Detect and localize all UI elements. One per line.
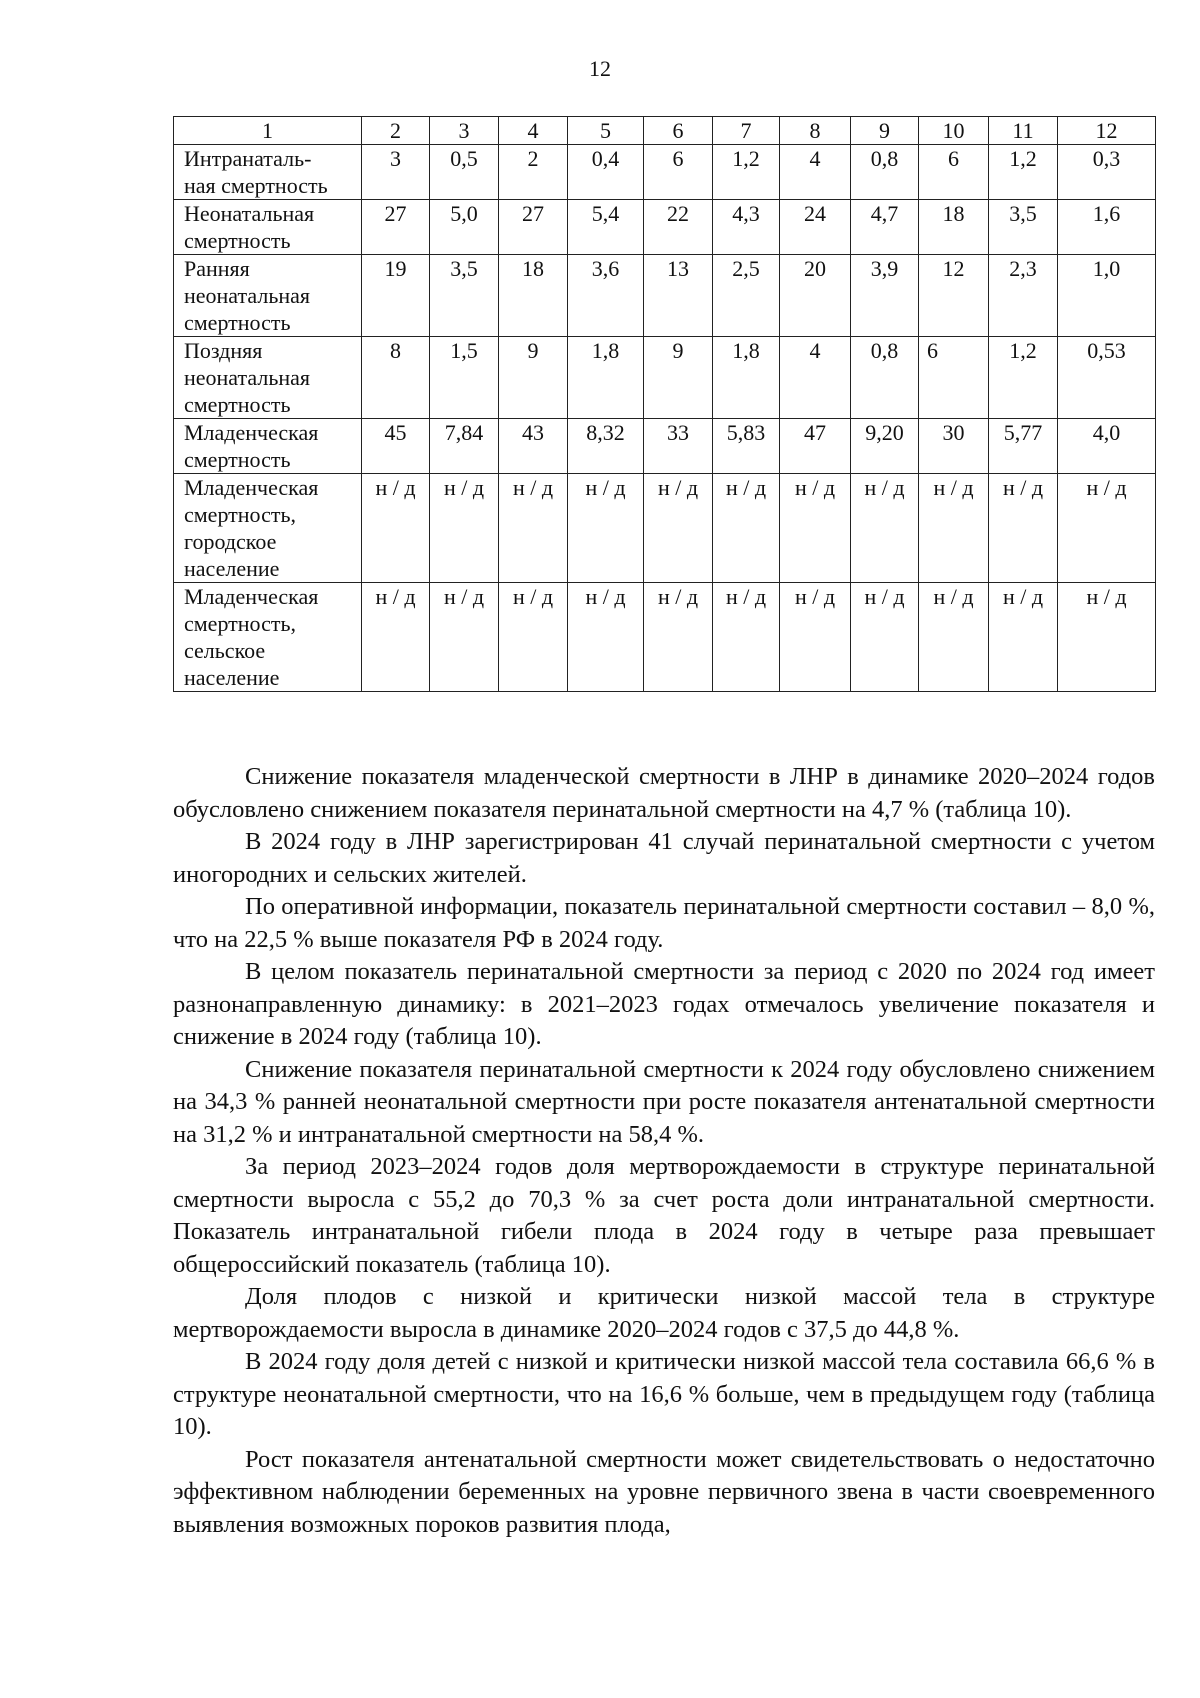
table-cell: 8,32 [568, 419, 644, 474]
column-header: 5 [568, 117, 644, 145]
table-cell: 43 [499, 419, 568, 474]
table-cell: н / д [644, 583, 713, 692]
table-cell: 3,6 [568, 255, 644, 337]
table-cell: н / д [919, 474, 989, 583]
mortality-table [173, 116, 1156, 692]
table-cell: 27 [499, 200, 568, 255]
table-cell: 2,3 [989, 255, 1058, 337]
table-cell: 3 [362, 145, 430, 200]
table-cell: 1,5 [430, 337, 499, 419]
table-row [174, 145, 1156, 200]
body-text [173, 761, 1155, 1541]
table-cell: 1,8 [713, 337, 780, 419]
row-label: Неонатальная смертность [174, 200, 362, 255]
table-cell: 2 [499, 145, 568, 200]
table-cell: 20 [780, 255, 851, 337]
table-cell: н / д [851, 474, 919, 583]
table-cell: 33 [644, 419, 713, 474]
paragraph: По оперативной информации, показатель перинатальной смертности составил – 8,0 %, что на 22,5 % выше показателя РФ в 2024 году. [173, 893, 1155, 953]
table-cell: 5,0 [430, 200, 499, 255]
table-cell: н / д [430, 474, 499, 583]
table-cell: 4,3 [713, 200, 780, 255]
paragraph: Доля плодов с низкой и критически низкой массой тела в структуре мертворождаемости выросла в динамике 2020–2024 годов с 37,5 до 44,8 %. [173, 1283, 1155, 1343]
table-row [174, 583, 1156, 692]
table-cell: 13 [644, 255, 713, 337]
table-cell: 18 [499, 255, 568, 337]
table-cell: н / д [780, 474, 851, 583]
table-cell: н / д [362, 583, 430, 692]
row-label: Поздняя неонатальная смертность [174, 337, 362, 419]
table-cell: 7,84 [430, 419, 499, 474]
column-header: 2 [362, 117, 430, 145]
table-cell: 3,5 [989, 200, 1058, 255]
table-cell: 6 [644, 145, 713, 200]
column-header: 11 [989, 117, 1058, 145]
table-cell: 6 [919, 337, 989, 419]
table-row [174, 200, 1156, 255]
table-cell: 47 [780, 419, 851, 474]
table-cell: 1,0 [1058, 255, 1156, 337]
table-cell: 1,2 [989, 337, 1058, 419]
table-cell: 1,2 [989, 145, 1058, 200]
table-cell: 12 [919, 255, 989, 337]
table-cell: н / д [499, 583, 568, 692]
table-row [174, 419, 1156, 474]
row-label: Интранаталь- ная смертность [174, 145, 362, 200]
column-header: 1 [174, 117, 362, 145]
table-cell: 9 [499, 337, 568, 419]
table-cell: 3,9 [851, 255, 919, 337]
table-cell: 5,4 [568, 200, 644, 255]
table-header-row [174, 117, 1156, 145]
table-cell: н / д [919, 583, 989, 692]
table-cell: 4 [780, 145, 851, 200]
table-cell: 1,8 [568, 337, 644, 419]
table-cell: 4 [780, 337, 851, 419]
table-cell: 19 [362, 255, 430, 337]
table-cell: 0,5 [430, 145, 499, 200]
table-body [174, 117, 1156, 692]
table-cell: н / д [430, 583, 499, 692]
table-cell: н / д [989, 474, 1058, 583]
table-cell: 1,2 [713, 145, 780, 200]
paragraph: За период 2023–2024 годов доля мертворождаемости в структуре перинатальной смертности выросла с 55,2 до 70,3 % за счет роста доли интранатальной смертности. Показатель интранатальной гибели плода в 2024 году в четыре раза превышает общероссийский показатель (таблица 10). [173, 1153, 1155, 1278]
table-row [174, 255, 1156, 337]
table-row [174, 474, 1156, 583]
table-cell: 0,8 [851, 337, 919, 419]
table-cell: 22 [644, 200, 713, 255]
table-cell: 0,8 [851, 145, 919, 200]
table-cell: 45 [362, 419, 430, 474]
paragraph: В 2024 году в ЛНР зарегистрирован 41 случай перинатальной смертности с учетом иногородних и сельских жителей. [173, 828, 1155, 888]
page-number: 12 [589, 56, 611, 81]
table-cell: 9,20 [851, 419, 919, 474]
table-cell: 0,3 [1058, 145, 1156, 200]
table-cell: н / д [989, 583, 1058, 692]
column-header: 4 [499, 117, 568, 145]
table-cell: н / д [713, 474, 780, 583]
row-label: Ранняя неонатальная смертность [174, 255, 362, 337]
table-cell: 27 [362, 200, 430, 255]
paragraph: В целом показатель перинатальной смертности за период с 2020 по 2024 год имеет разнонаправленную динамику: в 2021–2023 годах отмечалось увеличение показателя и снижение в 2024 году (таблица 10). [173, 958, 1155, 1050]
table-cell: 8 [362, 337, 430, 419]
table-cell: 1,6 [1058, 200, 1156, 255]
row-label: Младенческая смертность, сельское население [174, 583, 362, 692]
table-row [174, 337, 1156, 419]
paragraph: Снижение показателя перинатальной смертности к 2024 году обусловлено снижением на 34,3 % ранней неонатальной смертности при росте показателя антенатальной смертности на 31,2 % и интранатальной смертности на 58,4 %. [173, 1055, 1155, 1148]
table-cell: н / д [713, 583, 780, 692]
row-label: Младенческая смертность [174, 419, 362, 474]
table-cell: н / д [1058, 474, 1156, 583]
column-header: 6 [644, 117, 713, 145]
table-cell: 30 [919, 419, 989, 474]
column-header: 12 [1058, 117, 1156, 145]
paragraph: Рост показателя антенатальной смертности может свидетельствовать о недостаточно эффективном наблюдении беременных на уровне первичного звена в части своевременного выявления возможных пороков развития плода, [173, 1445, 1155, 1538]
table-cell: 4,7 [851, 200, 919, 255]
column-header: 8 [780, 117, 851, 145]
table-cell: 2,5 [713, 255, 780, 337]
table-cell: 18 [919, 200, 989, 255]
row-label: Младенческая смертность, городское население [174, 474, 362, 583]
table-cell: 0,4 [568, 145, 644, 200]
table-cell: 5,83 [713, 419, 780, 474]
table-cell: 4,0 [1058, 419, 1156, 474]
table-cell: н / д [1058, 583, 1156, 692]
column-header: 3 [430, 117, 499, 145]
column-header: 9 [851, 117, 919, 145]
table-cell: н / д [780, 583, 851, 692]
table-cell: н / д [851, 583, 919, 692]
table-cell: 0,53 [1058, 337, 1156, 419]
table-cell: 5,77 [989, 419, 1058, 474]
column-header: 7 [713, 117, 780, 145]
column-header: 10 [919, 117, 989, 145]
table-cell: 9 [644, 337, 713, 419]
table-cell: н / д [568, 474, 644, 583]
table-cell: н / д [568, 583, 644, 692]
table-cell: 24 [780, 200, 851, 255]
paragraph: В 2024 году доля детей с низкой и критически низкой массой тела составила 66,6 % в структуре неонатальной смертности, что на 16,6 % больше, чем в предыдущем году (таблица 10). [173, 1348, 1155, 1440]
table-cell: н / д [362, 474, 430, 583]
table-cell: н / д [499, 474, 568, 583]
table-cell: 3,5 [430, 255, 499, 337]
table-cell: н / д [644, 474, 713, 583]
paragraph: Снижение показателя младенческой смертности в ЛНР в динамике 2020–2024 годов обусловлено снижением показателя перинатальной смертности на 4,7 % (таблица 10). [173, 763, 1155, 823]
table-cell: 6 [919, 145, 989, 200]
